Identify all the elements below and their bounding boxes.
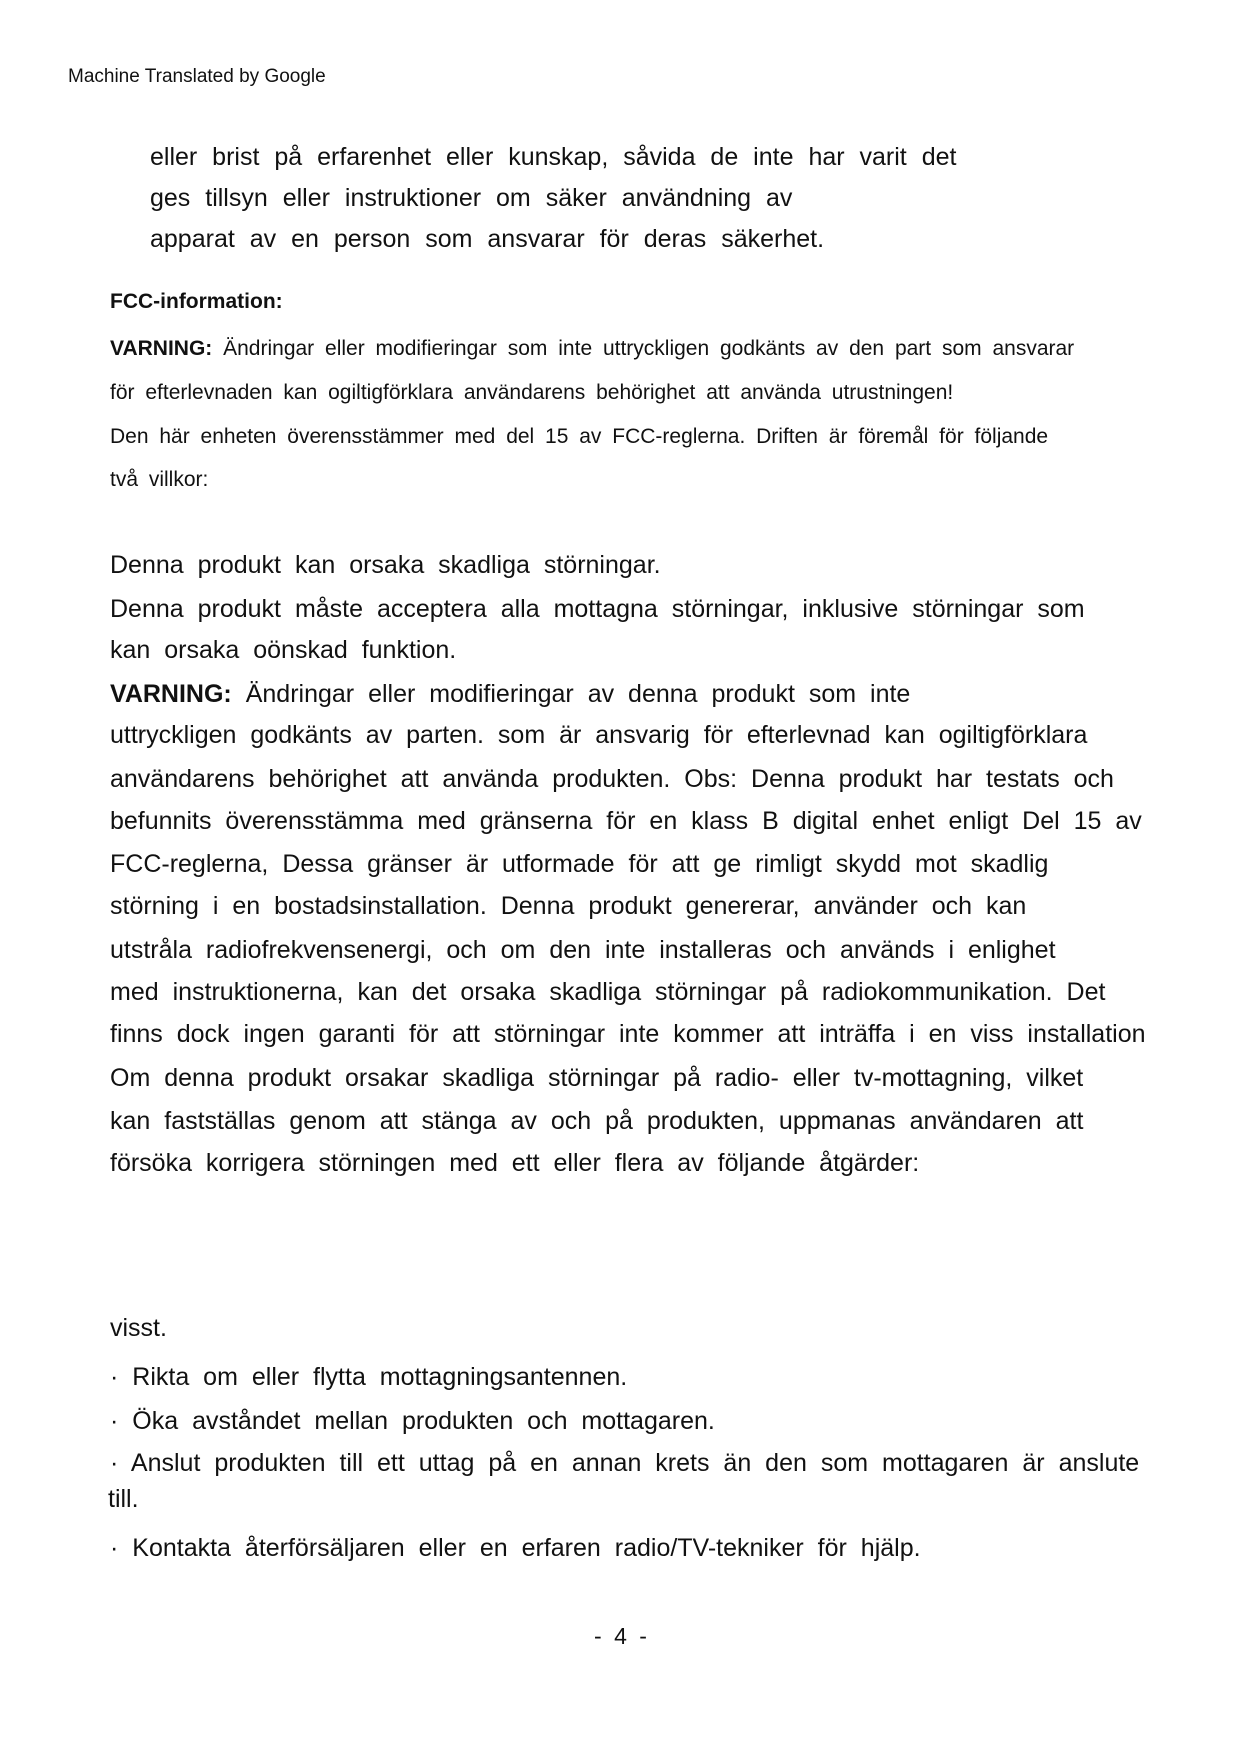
- page-number: - 4 -: [594, 1623, 647, 1649]
- body-line-5: störning i en bostadsinstallation. Denna produkt genererar, använder och kan: [110, 892, 1027, 920]
- fcc-warning-text: Ändringar eller modifieringar som inte uttryckligen godkänts av den part som ansvarar: [223, 337, 1075, 360]
- body-line-3: befunnits överensstämma med gränserna för en klass B digital enhet enligt Del 15 av: [110, 807, 1142, 835]
- body-line-6: utstråla radiofrekvensenergi, och om den inte installeras och används i enlighet: [110, 936, 1056, 964]
- fcc-heading: FCC-information:: [110, 290, 283, 313]
- body-line-9: Om denna produkt orsakar skadliga störningar på radio- eller tv-mottagning, vilket: [110, 1064, 1084, 1092]
- body-line-10: kan fastställas genom att stänga av och på produkten, uppmanas användaren att: [110, 1107, 1084, 1135]
- fcc-compliance-line-1: Den här enheten överensstämmer med del 15 av FCC-reglerna. Driften är föremål för följande: [110, 425, 1049, 448]
- fcc-warning-line-2: för efterlevnaden kan ogiltigförklara användarens behörighet att använda utrustningen!: [110, 381, 954, 404]
- bullet-item-3: · Anslut produkten till ett uttag på en annan krets än den som mottagaren är anslute: [110, 1449, 1140, 1477]
- bullet-marker: ·: [110, 1407, 119, 1435]
- body-line-8: finns dock ingen garanti för att störningar inte kommer att inträffa i en viss installation: [110, 1020, 1146, 1048]
- bullet-item-1: · Rikta om eller flytta mottagningsantennen.: [110, 1363, 628, 1391]
- bullet-item-4: · Kontakta återförsäljaren eller en erfaren radio/TV-tekniker för hjälp.: [110, 1534, 921, 1562]
- visst-text: visst.: [110, 1314, 167, 1342]
- condition-1: Denna produkt kan orsaka skadliga störningar.: [110, 551, 661, 579]
- intro-line-3: apparat av en person som ansvarar för deras säkerhet.: [150, 225, 825, 253]
- bullet-marker: ·: [110, 1363, 119, 1391]
- fcc-warning-label: VARNING:: [110, 337, 213, 360]
- product-warning-line: [110, 680, 910, 709]
- body-line-2: användarens behörighet att använda produkten. Obs: Denna produkt har testats och: [110, 765, 1114, 793]
- body-line-4: FCC-reglerna, Dessa gränser är utformade för att ge rimligt skydd mot skadlig: [110, 850, 1049, 878]
- translation-header: Machine Translated by Google: [68, 66, 326, 87]
- intro-line-1: eller brist på erfarenhet eller kunskap, såvida de inte har varit det: [150, 143, 957, 171]
- product-warning-label: VARNING:: [110, 680, 232, 708]
- bullet-item-2: · Öka avståndet mellan produkten och mottagaren.: [110, 1407, 715, 1435]
- body-line-1: uttryckligen godkänts av parten. som är ansvarig för efterlevnad kan ogiltigförklara: [110, 721, 1088, 749]
- product-warning-text: Ändringar eller modifieringar av denna produkt som inte: [245, 680, 911, 708]
- intro-line-2: ges tillsyn eller instruktioner om säker användning av: [150, 184, 793, 212]
- bullet-marker: ·: [110, 1534, 119, 1562]
- body-line-7: med instruktionerna, kan det orsaka skadliga störningar på radiokommunikation. Det: [110, 978, 1106, 1006]
- fcc-compliance-line-2: två villkor:: [110, 468, 209, 491]
- fcc-warning-line-1: [110, 337, 1074, 361]
- bullet-item-3-continuation: till.: [108, 1485, 139, 1513]
- body-line-11: försöka korrigera störningen med ett eller flera av följande åtgärder:: [110, 1149, 920, 1177]
- bullet-marker: ·: [110, 1449, 119, 1477]
- condition-2-line-1: Denna produkt måste acceptera alla mottagna störningar, inklusive störningar som: [110, 595, 1085, 623]
- condition-2-line-2: kan orsaka oönskad funktion.: [110, 636, 457, 664]
